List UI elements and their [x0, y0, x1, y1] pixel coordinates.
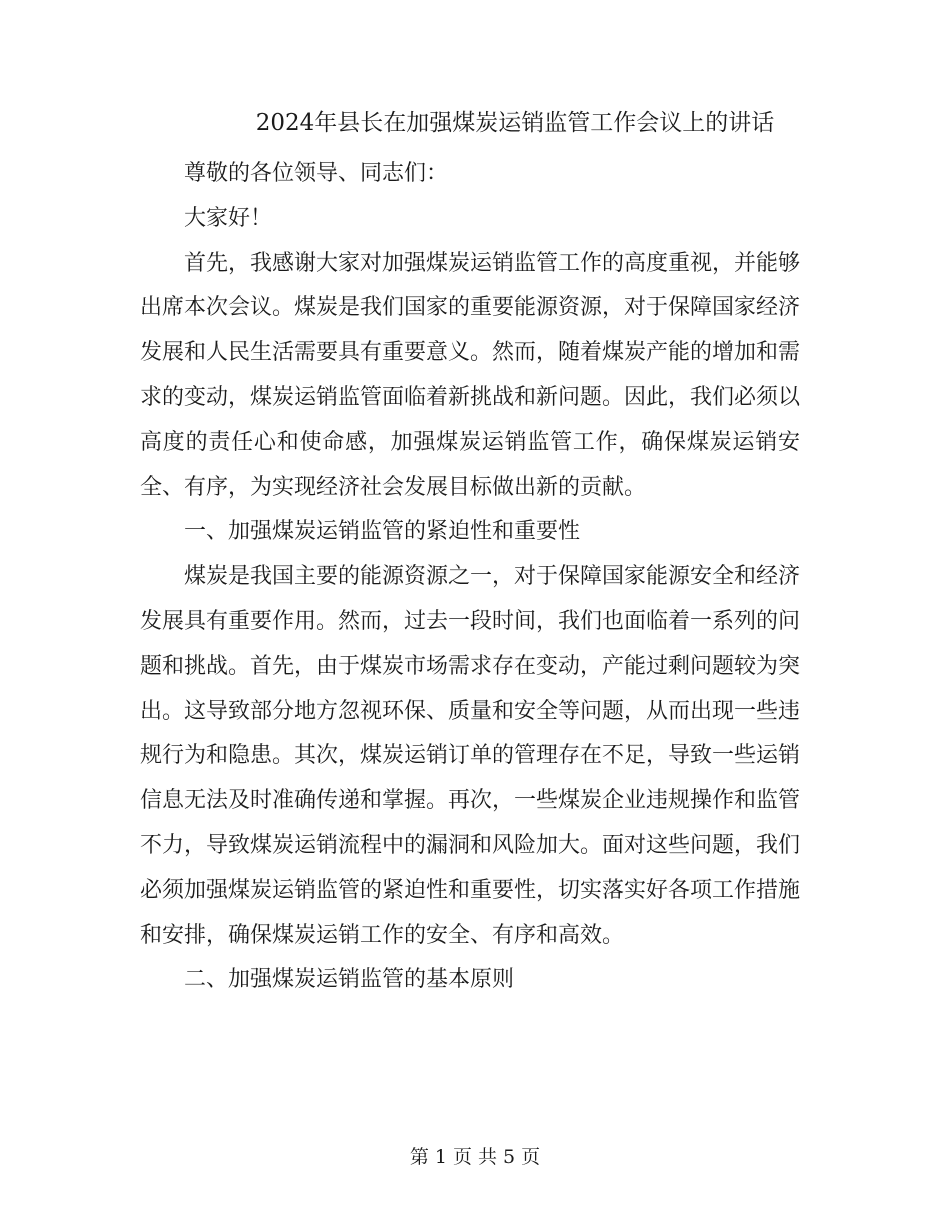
- paragraph-section-1: 煤炭是我国主要的能源资源之一，对于保障国家能源安全和经济发展具有重要作用。然而，过去一段时间，我们也面临着一系列的问题和挑战。首先，由于煤炭市场需求存在变动，产能过剩问题较为突出。这导致部分地方忽视环保、质量和安全等问题，从而出现一些违规行为和隐患。其次，煤炭运销订单的管理存在不足，导致一些运销信息无法及时准确传递和掌握。再次，一些煤炭企业违规操作和监管不力，导致煤炭运销流程中的漏洞和风险加大。面对这些问题，我们必须加强煤炭运销监管的紧迫性和重要性，切实落实好各项工作措施和安排，确保煤炭运销工作的安全、有序和高效。: [140, 564, 801, 948]
- paragraph-intro: 首先，我感谢大家对加强煤炭运销监管工作的高度重视，并能够出席本次会议。煤炭是我们国家的重要能源资源，对于保障国家经济发展和人民生活需要具有重要意义。然而，随着煤炭产能的增加和需求的变动，煤炭运销监管面临着新挑战和新问题。因此，我们必须以高度的责任心和使命感，加强煤炭运销监管工作，确保煤炭运销安全、有序，为实现经济社会发展目标做出新的贡献。: [140, 250, 801, 500]
- document-title: 2024年县长在加强煤炭运销监管工作会议上的讲话: [255, 110, 775, 136]
- document-body: [140, 152, 800, 1003]
- salutation: 尊敬的各位领导、同志们：: [184, 161, 449, 186]
- page-footer: 第 1 页 共 5 页: [409, 1146, 541, 1168]
- greeting: 大家好！: [184, 205, 273, 231]
- section-heading-1: 一、加强煤炭运销监管的紧迫性和重要性: [184, 519, 581, 545]
- section-heading-2: 二、加强煤炭运销监管的基本原则: [184, 967, 515, 993]
